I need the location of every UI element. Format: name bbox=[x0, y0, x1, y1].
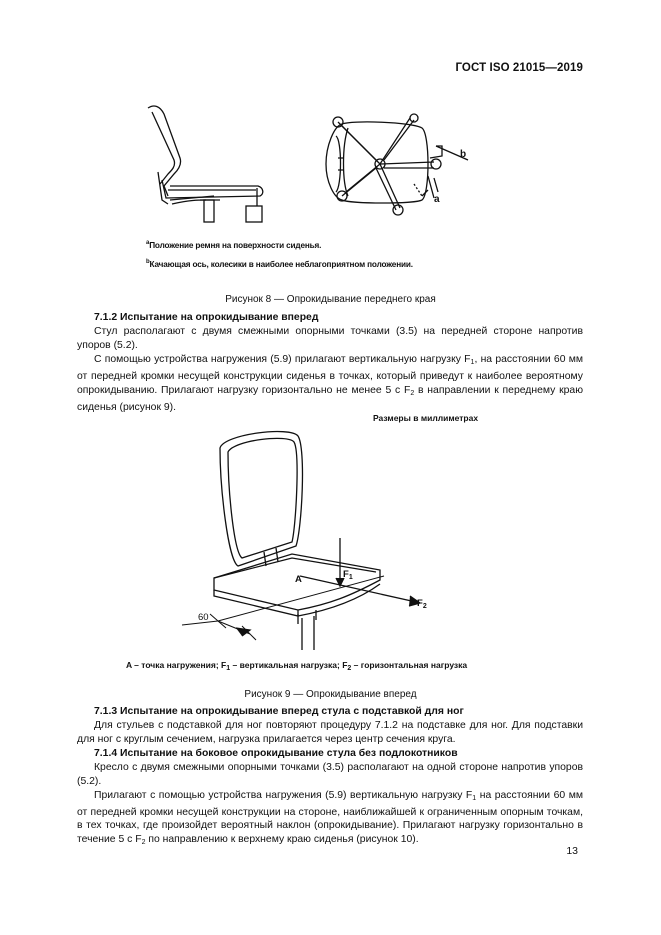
figure9-label-a: A bbox=[295, 574, 302, 585]
figure8-footnote-b: $^b$Качающая ось, колесики в наиболее неблагоприятном положении. bbox=[146, 259, 413, 269]
figure9-dimensions-note: Размеры в миллиметрах bbox=[373, 413, 479, 423]
figure9-chair-drawing bbox=[180, 428, 440, 650]
figure9-dimension-60: 60 bbox=[198, 612, 209, 623]
figure9-label-f1: $F_1$ bbox=[343, 569, 353, 581]
section-712 bbox=[77, 311, 583, 414]
sections-713-714 bbox=[77, 705, 583, 850]
figure9-label-f2: $F_2$ bbox=[417, 598, 427, 610]
figure8-top-view bbox=[318, 106, 478, 224]
section-714-paragraph-2: Прилагают с помощью устройства нагружения (5.9) вертикальную нагрузку $F_1$ на расстоянии 60 мм от передней кромки несущей конструкции на стороне, наиближайшей к ограниченным опорным точкам, в тех точках, где произойдет вероятный наклон (опрокидывание). Прилагают нагрузку горизонтально в течение 5 с $F_2$ по направлению к верхнему краю сиденья (рисунок 10). bbox=[77, 789, 583, 847]
section-713-title: 7.1.3 Испытание на опрокидывание вперед стула с подставкой для ног bbox=[94, 706, 464, 717]
section-712-paragraph-1: Стул располагают с двумя смежными опорными точками (3.5) на передней стороне напротив упоров (5.2). bbox=[77, 326, 583, 351]
page-number: 13 bbox=[566, 845, 578, 857]
figure8-footnote-a: $^a$Положение ремня на поверхности сиденья. bbox=[146, 240, 322, 250]
document-header: ГОСТ ISO 21015—2019 bbox=[455, 62, 583, 74]
figure8-side-view bbox=[140, 100, 280, 230]
figure8-label-b: b bbox=[460, 149, 467, 160]
section-712-paragraph-2: С помощью устройства нагружения (5.9) прилагают вертикальную нагрузку $F_1$, на расстоянии 60 мм от передней кромки несущей конструкции сиденья в точках, который приведут к наиболее вероятному опрокидыванию. Прилагают нагрузку горизонтально не менее 5 с $F_2$ в направлении к переднему краю сиденья (рисунок 9). bbox=[77, 353, 584, 413]
figure9-legend: A – точка нагружения; $F_1$ – вертикальная нагрузка; $F_2$ – горизонтальная нагрузка bbox=[126, 660, 468, 672]
section-712-title: 7.1.2 Испытание на опрокидывание вперед bbox=[94, 312, 319, 323]
section-713-paragraph-1: Для стульев с подставкой для ног повторяют процедуру 7.1.2 на подставке для ног. Для подставки для ног с круглым сечением, нагрузка прилагается через центр сечения круга. bbox=[77, 720, 583, 745]
figure8-label-a: a bbox=[434, 194, 440, 205]
figure8-caption: Рисунок 8 — Опрокидывание переднего края bbox=[225, 294, 436, 305]
section-714-paragraph-1: Кресло с двумя смежными опорными точками (3.5) располагают на одной стороне напротив упоров (5.2). bbox=[77, 761, 583, 787]
section-714-title: 7.1.4 Испытание на боковое опрокидывание стула без подлокотников bbox=[94, 747, 458, 759]
figure9-caption: Рисунок 9 — Опрокидывание вперед bbox=[244, 689, 417, 700]
